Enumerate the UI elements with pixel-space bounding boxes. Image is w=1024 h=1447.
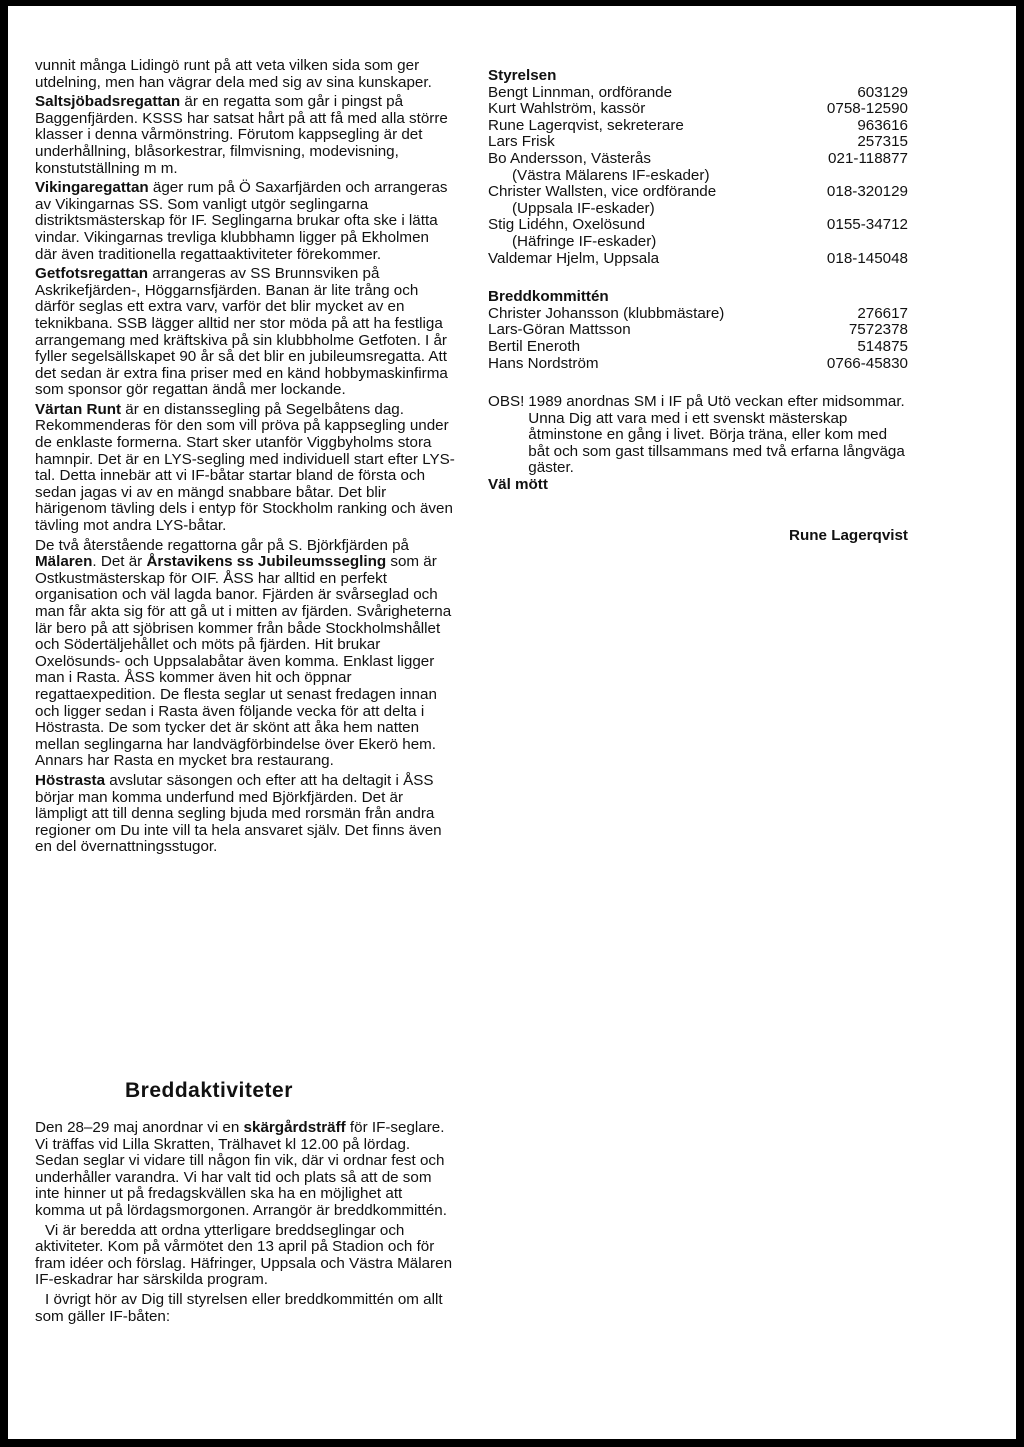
paragraph <box>35 180 455 263</box>
paragraph: Vi är beredda att ordna ytterligare breddseglingar och aktiviteter. Kom på vårmötet den 13 april på Stadion och för fram idéer och förslag. Häfringer, Uppsala och Västra Mälaren IF-eskadrar har särskilda program. <box>35 1221 453 1289</box>
paragraph-text: är en regatta som går i pingst på Baggenfjärden. KSSS har satsat hårt på att få med alla större klasser i denna vårmönstring. Förutom kappsegling är det underhållning, blåsorkestrar, filmvisning, modevisning, konstutställning m m. <box>35 93 448 177</box>
member-name: Kurt Wahlström, kassör <box>488 100 646 118</box>
member-name: Bertil Eneroth <box>488 337 581 355</box>
member-phone: 603129 <box>857 83 908 101</box>
member-phone: 018-320129 <box>826 183 908 201</box>
closing-greeting: Väl mött <box>488 476 548 494</box>
member-row <box>488 118 908 135</box>
regatta-name: Saltsjöbadsregattan <box>35 93 181 111</box>
member-row <box>488 356 908 373</box>
regatta-name: Höstrasta <box>35 771 106 789</box>
styrelsen-table <box>488 85 908 268</box>
member-phone: 963616 <box>857 116 908 134</box>
member-name: Valdemar Hjelm, Uppsala <box>488 249 660 267</box>
regatta-name: Vikingaregattan <box>35 179 149 197</box>
member-name: Bengt Linnman, ordförande <box>488 83 673 101</box>
left-column <box>35 58 455 859</box>
paragraph-text: De två återstående regattorna går på S. Björkfjärden på <box>35 536 410 554</box>
regatta-name: Getfotsregattan <box>35 265 149 283</box>
paragraph <box>35 1120 455 1220</box>
document-page <box>8 6 1016 1439</box>
member-phone: 0766-45830 <box>826 354 908 372</box>
member-phone: 514875 <box>857 337 908 355</box>
obs-label: OBS! <box>488 393 525 411</box>
obs-note <box>488 394 908 477</box>
member-phone: 021-118877 <box>828 149 908 167</box>
paragraph: I övrigt hör av Dig till styrelsen eller breddkommittén om allt som gäller IF-båten: <box>35 1290 443 1325</box>
regatta-name: Värtan Runt <box>35 400 122 418</box>
styrelsen-title: Styrelsen <box>488 67 557 84</box>
member-row <box>488 217 908 234</box>
paragraph-text: är en distanssegling på Segelbåtens dag. Rekommenderas för den som vill pröva på kappsegling under de enklaste formerna. Start sker utanför Viggbyholms stora hamnpir. Det är en LYS-segling med individuell start efter LYS-tal. Detta innebär att vi IF-båtar startar bland de första och sedan jagas vi av en mängd snabbare båtar. Det blir härigenom tävling dels i entyp för Stockholm ranking och även tävling mot andra LYS-båtar. <box>35 400 455 535</box>
signature: Rune Lagerqvist <box>789 526 908 544</box>
paragraph-text: avslutar säsongen och efter att ha deltagit i ÅSS börjar man komma underfund med Björkfjärden. Det är lämpligt att till denna segling bjuda med rorsmän från andra regioner om Du inte vill ta hela ansvaret själv. Det finns även en del övernattningsstugor. <box>35 771 442 856</box>
member-affiliation: (Västra Mälarens IF-eskader) <box>512 166 710 184</box>
paragraph-text: . Det är <box>92 553 147 571</box>
place-name: Mälaren <box>35 553 93 571</box>
member-name: Christer Wallsten, vice ordförande <box>488 183 717 201</box>
breddkommitten-table <box>488 306 908 372</box>
member-name: Lars Frisk <box>488 133 555 151</box>
member-phone: 276617 <box>857 304 908 322</box>
member-phone: 018-145048 <box>826 249 908 267</box>
member-row <box>488 134 908 151</box>
paragraph <box>35 266 455 399</box>
paragraph <box>35 402 455 535</box>
paragraph <box>35 538 455 770</box>
member-name: Bo Andersson, Västerås <box>488 149 651 167</box>
paragraph <box>35 94 455 177</box>
member-row <box>488 251 908 268</box>
paragraph-text: vunnit många Lidingö runt på att veta vilken sida som ger utdelning, men han vägrar dela med sig av sina kunskaper. <box>35 57 432 91</box>
member-row <box>488 184 908 201</box>
member-name: Christer Johansson (klubbmästare) <box>488 304 725 322</box>
paragraph-text: Den 28–29 maj anordnar vi en <box>35 1119 244 1136</box>
member-name: Stig Lidéhn, Oxelösund <box>488 216 646 234</box>
breddkommitten-title: Breddkommittén <box>488 288 609 306</box>
member-sub-row <box>488 168 908 185</box>
member-name: Hans Nordström <box>488 354 599 372</box>
paragraph-text: arrangeras av SS Brunnsviken på Askrikefjärden-, Höggarnsfjärden. Banan är lite trång och därför seglas ett extra varv, varför det blir mycket av en teknikbana. SSB lägger alltid ner stor möda på att ha festliga arrangemang med kräftskiva på sin klubbholme Getfoten. I år fyller segelsällskapet 90 år så det blir en jubileumsregatta. Att det sedan är extra fina priser med en känd hobbymaskinfirma som sponsor gör regattan ändå mer lockande. <box>35 265 448 399</box>
right-column <box>488 68 908 544</box>
event-name: skärgårdsträff <box>243 1119 346 1136</box>
member-row <box>488 101 908 118</box>
regatta-name: Årstavikens ss Jubileumssegling <box>146 553 387 571</box>
member-sub-row <box>488 201 908 218</box>
paragraph <box>35 58 455 91</box>
member-phone: 0758-12590 <box>826 100 908 118</box>
member-row <box>488 85 908 102</box>
member-sub-row <box>488 234 908 251</box>
member-row <box>488 322 908 339</box>
breddaktiviteter-section <box>35 1078 455 1328</box>
member-row <box>488 339 908 356</box>
paragraph <box>35 773 455 856</box>
section-heading: Breddaktiviteter <box>125 1079 293 1102</box>
member-affiliation: (Uppsala IF-eskader) <box>512 199 655 217</box>
member-row <box>488 306 908 323</box>
member-name: Rune Lagerqvist, sekreterare <box>488 116 684 134</box>
member-row <box>488 151 908 168</box>
paragraph-text: för IF-seglare. Vi träffas vid Lilla Skratten, Trälhavet kl 12.00 på lördag. Sedan seglar vi vidare till någon fin vik, där vi ordnar fest och underhåller varandra. Vi har valt tid och plats så att de som inte hinner ut på fredagskvällen ska ha en möjlighet att komma ut på lördagsmorgonen. Arrangör är breddkommittén. <box>35 1119 447 1219</box>
paragraph-text: som är Ostkustmästerskap för OIF. ÅSS har alltid en perfekt organisation och väl lagda banor. Fjärden är svårseglad och man får akta sig för att gå ut i mitten av fjärden. Svårigheterna lär bero på att sjöbrisen kommer från både Stockholmshållet och Södertäljehållet och möts på fjärden. Hit brukar Oxelösunds- och Uppsalabåtar även komma. Enklast ligger man i Rasta. ÅSS kommer även hit och öppnar regattaexpedition. De flesta seglar ut senast fredagen innan och ligger sedan i Rasta även följande vecka för att delta i Höstrasta. De som tycker det är skönt att åka hem natten mellan seglingarna har landvägförbindelse över Ekerö hem. Annars har Rasta en mycket bra restaurang. <box>35 553 452 770</box>
paragraph-text: äger rum på Ö Saxarfjärden och arrangeras av Vikingarnas SS. Som vanligt utgör seglingarna distriktsmästerskap för IF. Seglingarna brukar ofta ske i lätta vindar. Vikingarnas trevliga klubbhamn ligger på Ekholmen där även traditionella regattaaktiviteter förekommer. <box>35 179 448 263</box>
member-name: Lars-Göran Mattsson <box>488 321 631 339</box>
member-phone: 257315 <box>857 133 908 151</box>
obs-text: 1989 anordnas SM i IF på Utö veckan efter midsommar. Unna Dig att vara med i ett svenskt mästerskap åtminstone en gång i livet. Börja träna, eller kom med båt och som gast tillsammans med två erfarna långväga gäster. <box>528 393 905 477</box>
member-phone: 7572378 <box>848 321 908 339</box>
member-phone: 0155-34712 <box>826 216 908 234</box>
member-affiliation: (Häfringe IF-eskader) <box>512 232 657 250</box>
